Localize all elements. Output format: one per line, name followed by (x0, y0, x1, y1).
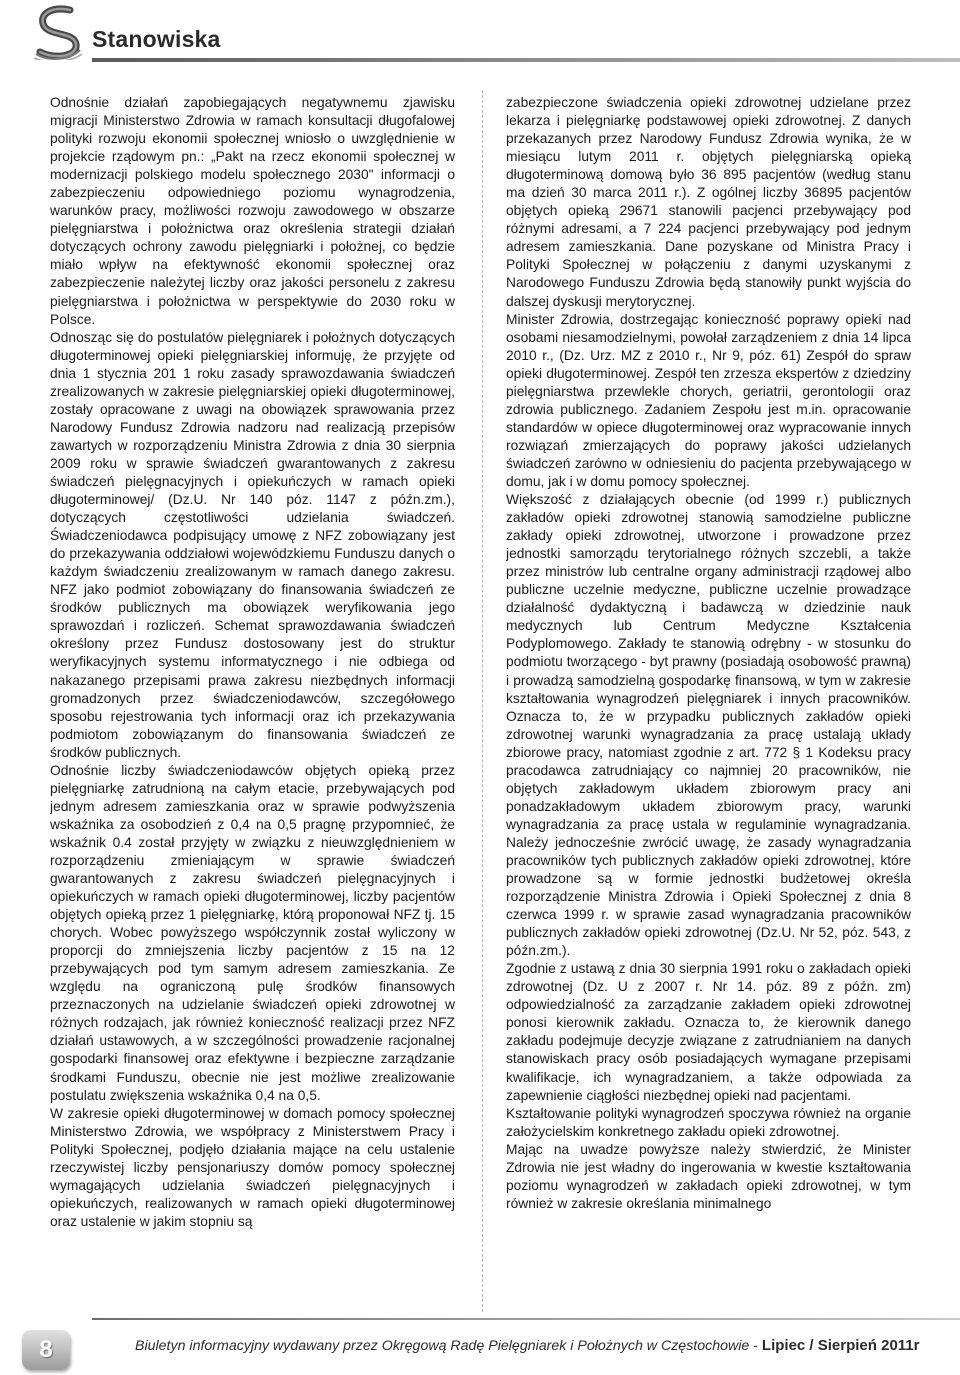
paragraph: Minister Zdrowia, dostrzegając konieczność poprawy opieki nad osobami niesamodzielnymi, powołał zarządzeniem z dnia 14 lipca 2010 r., (Dz. Urz. MZ z 2010 r., Nr 9, póz. 61) Zespół do spraw opieki długoterminowej. Zespół ten zrzesza ekspertów z dziedziny pielęgniarstwa przewlekle chorych, geriatrii, gerontologii oraz zdrowia publicznego. Zadaniem Zespołu jest m.in. opracowanie standardów w opiece długoterminowej oraz wypracowanie innych rozwiązań zmierzających do poprawy jakości udzielanych świadczeń zarówno w odniesieniu do pacjenta przebywającego w domu, jak i w domu pomocy społecznej. (506, 311, 911, 489)
paragraph: Odnośnie działań zapobiegających negatywnemu zjawisku migracji Ministerstwo Zdrowia w ramach konsultacji długofalowej polityki rozwoju ekonomii społecznej wniosło o uwzględnienie w projekcie rządowym pn.: „Pakt na rzecz ekonomii społecznej w modernizacji polskiego modelu społecznego 2030" informacji o zabezpieczeniu odpowiedniego poziomu wynagrodzenia, warunków pracy, możliwości rozwoju zawodowego w obszarze pielęgniarstwa i położnictwa oraz określenia strategii działań dotyczących ochrony zawodu pielęgniarki i położnej, co będzie miało wpływ na efektywność ekonomii społecznej oraz zabezpieczenie należytej liczby oraz jakości personelu z zakresu pielęgniarstwa i położnictwa w perspektywie do 2030 roku w Polsce. (50, 95, 455, 327)
paragraph: Kształtowanie polityki wynagrodzeń spoczywa również na organie założycielskim konkretnego zakładu opieki zdrowotnej. (506, 1105, 911, 1139)
page-number: 8 (39, 1336, 53, 1363)
paragraph: Zgodnie z ustawą z dnia 30 sierpnia 1991 roku o zakładach opieki zdrowotnej (Dz. U z 2007 r. Nr 14. póz. 89 z późn. zm) odpowiedzialność za zarządzanie zakładem opieki zdrowotnej ponosi kierownik zakładu. Oznacza to, że kierownik danego zakładu podejmuje decyzje związane z zatrudnianiem na danych stanowiskach pracy osób posiadających wymagane przepisami kwalifikacje, ich wynagradzaniem, a także odpowiada za zapewnienie ciągłości niezbędnej opieki nad pacjentami. (506, 961, 911, 1103)
paragraph: Odnośnie liczby świadczeniodawców objętych opieką przez pielęgniarkę zatrudnioną na całym etacie, przebywających pod jednym adresem zamieszkania oraz w sprawie podwyższenia wskaźnika za osobodzień z 0,4 na 0,5 pragnę przypomnieć, że wskaźnik 0.4 został przyjęty w związku z nieuwzględnieniem w rozporządzeniu zmieniającym w sprawie świadczeń gwarantowanych z zakresu świadczeń pielęgnacyjnych i opiekuńczych w ramach opieki długoterminowej, liczby pacjentów objętych opieką przez 1 pielęgniarkę, którą proponował NFZ tj. 15 chorych. Wobec powyższego współczynnik został wyliczony w proporcji do zmniejszenia liczby pacjentów z 15 na 12 przebywających pod tym samym adresem zamieszkania. Ze względu na ograniczoną pulę środków finansowych przeznaczonych na udzielanie świadczeń opieki zdrowotnej w różnych rodzajach, jak również konieczność realizacji przez NFZ działań ustawowych, a w szczególności prowadzenie racjonalnej gospodarki finansowej oraz efektywne i bezpieczne zarządzanie środkami Funduszu, obecnie nie jest możliwe zrealizowanie postulatu zwiększenia wskaźnika 0,4 na 0,5. (50, 762, 455, 1103)
left-column (50, 94, 455, 1309)
footer-publication: Biuletyn informacyjny wydawany przez Okręgową Radę Pielęgniarek i Położnych w Częstochowie (135, 1338, 750, 1354)
footer-rule (92, 1318, 960, 1320)
paragraph: W zakresie opieki długoterminowej w domach pomocy społecznej Ministerstwo Zdrowia, we współpracy z Ministerstwem Pracy i Polityki Społecznej, podjęło działania mające na celu ustalenie rzeczywistej liczby pensjonariuszy domów pomocy społecznej wymagających udzielania świadczeń pielęgnacyjnych i opiekuńczych, realizowanych w ramach opieki długoterminowej oraz ustalenie w jakim stopniu są (50, 1105, 455, 1229)
footer-date: Lipiec / Sierpień 2011r (761, 1337, 920, 1354)
header-rule (92, 58, 960, 62)
footer-separator: - (749, 1338, 762, 1354)
paragraph: Odnosząc się do postulatów pielęgniarek i położnych dotyczących długoterminowej opieki pielęgniarskiej informuję, że przyjęte od dnia 1 stycznia 201 1 roku zasady sprawozdawania świadczeń zrealizowanych w zakresie pielęgniarskiej opieki długoterminowej, zostały opracowane z uwagi na obowiązek sprawowania przez Narodowy Fundusz Zdrowia nadzoru nad realizacją przepisów zawartych w rozporządzeniu Ministra Zdrowia z dnia 30 sierpnia 2009 roku w sprawie świadczeń gwarantowanych z zakresu świadczeń pielęgnacyjnych i opiekuńczych w ramach opieki długoterminowej/ (Dz.U. Nr 140 póz. 1147 z późn.zm.), dotyczących częstotliwości udzielania świadczeń. Świadczeniodawca podpisujący umowę z NFZ zobowiązany jest do przekazywania oddziałowi wojewódzkiemu Funduszu danych o każdym świadczeniu zrealizowanym w ramach danego zakresu. NFZ jako podmiot zobowiązany do finansowania świadczeń ze środków publicznych ma obowiązek weryfikowania jego sprawozdań i rozliczeń. Schemat sprawozdawania świadczeń określony przez Fundusz dostosowany jest do struktur weryfikacyjnych systemu informatycznego i nie odbiega od nakazanego przepisami prawa zakresu niezbędnych informacji gromadzonych przez świadczeniodawców, szczegółowego sposobu rejestrowania tych informacji oraz ich przekazywania podmiotom zobowiązanym do finansowania świadczeń ze środków publicznych. (50, 329, 455, 760)
paragraph: Większość z działających obecnie (od 1999 r.) publicznych zakładów opieki zdrowotnej stanowią samodzielne publiczne zakłady opieki zdrowotnej, utworzone i prowadzone przez jednostki samorządu terytorialnego różnych szczebli, a także przez ministrów lub centralne organy administracji rządowej albo publiczne uczelnie medyczne, publiczne uczelnie prowadzące działalność dydaktyczną i badawczą w dziedzinie nauk medycznych lub Centrum Medyczne Kształcenia Podyplomowego. Zakłady te stanowią odrębny - w stosunku do podmiotu tworzącego - byt prawny (posiadają osobowość prawną) i prowadzą samodzielną gospodarkę finansową, w tym w zakresie kształtowania wynagrodzeń pielęgniarek i innych pracowników. Oznacza to, że w przypadku publicznych zakładów opieki zdrowotnej warunki wynagradzania za pracę ustalają układy zbiorowe pracy, natomiast zgodnie z art. 772 § 1 Kodeksu pracy pracodawca zatrudniający co najmniej 20 pracowników, nie objętych zakładowym układem zbiorowym pracy ani ponadzakładowym układem zbiorowym pracy, warunki wynagradzania za pracę ustala w regulaminie wynagradzania. Należy jednocześnie zwrócić uwagę, że zasady wynagradzania pracowników tych publicznych zakładów opieki zdrowotnej, które prowadzone są w formie jednostki budżetowej określa rozporządzenie Ministra Zdrowia i Opieki Społecznej z dnia 8 czerwca 1999 r. w sprawie zasad wynagradzania pracowników publicznych zakładów opieki zdrowotnej (Dz.U. Nr 52, póz. 543, z późn.zm.). (506, 492, 911, 959)
page-header (0, 0, 960, 64)
stylized-s-logo-icon (30, 4, 84, 60)
column-divider (482, 90, 483, 1312)
page-number-badge (22, 1330, 70, 1370)
right-column (506, 94, 911, 1309)
paragraph: zabezpieczone świadczenia opieki zdrowotnej udzielane przez lekarza i pielęgniarkę podstawowej opieki zdrowotnej. Z danych przekazanych przez Narodowy Fundusz Zdrowia wynika, że w miesiącu lutym 2011 r. objętych pielęgniarską opieką długoterminową domową było 36 895 pacjentów (według stanu ma dzień 30 marca 2011 r.). Z ogólnej liczby 36895 pacjentów objętych opieką 29671 stanowili pacjenci przebywający pod różnymi adresami, a 7 224 pacjenci przebywający pod jednym adresem zamieszkania. Dane pozyskane od Ministra Pracy i Polityki Społecznej w połączeniu z danymi uzyskanymi z Narodowego Funduszu Zdrowia będą stanowiły punkt wyjścia do dalszej dyskusji merytorycznej. (506, 95, 911, 309)
paragraph: Mając na uwadze powyższe należy stwierdzić, że Minister Zdrowia nie jest władny do ingerowania w kwestie kształtowania poziomu wynagrodzeń w zakładach opieki zdrowotnej, w tym również w zakresie określania minimalnego (506, 1141, 911, 1211)
footer-line (135, 1337, 920, 1354)
section-title: Stanowiska (92, 26, 221, 52)
